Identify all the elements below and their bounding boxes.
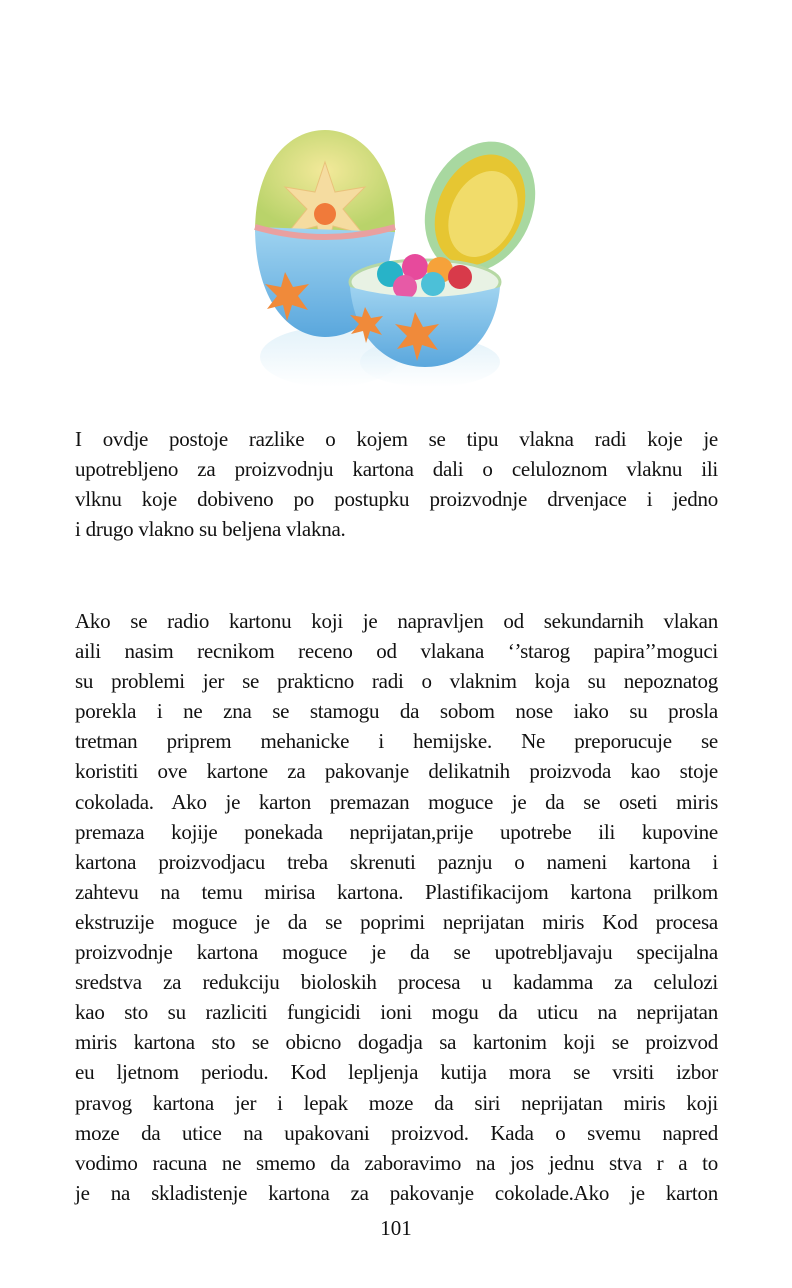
text-line: ekstruzije moguce je da se poprimi neprijatan miris Kod procesa bbox=[75, 909, 718, 934]
text-line: cokolada. Ako je karton premazan moguce je da se oseti miris bbox=[75, 789, 718, 814]
text-line: porekla i ne zna se stamogu da sobom nose iako su prosla bbox=[75, 699, 718, 724]
text-line: I ovdje postoje razlike o kojem se tipu vlakna radi koje je bbox=[75, 427, 718, 451]
text-line: kartona proizvodjacu treba skrenuti paznju o nameni kartona i bbox=[75, 849, 718, 874]
text-line: upotrebljeno za proizvodnju kartona dali o celuloznom vlaknu ili bbox=[75, 457, 718, 482]
text-line: eu ljetnom periodu. Kod lepljenja kutija mora se vrsiti izbor bbox=[75, 1060, 718, 1085]
text-line: vodimo racuna ne smemo da zaboravimo na jos jednu stva r a to bbox=[75, 1150, 718, 1175]
text-line: zahtevu na temu mirisa kartona. Plastifikacijom kartona prilkom bbox=[75, 879, 718, 904]
text-line: aili nasim recnikom receno od vlakana ‘’starog papira’’moguci bbox=[75, 639, 718, 664]
text-line: su problemi jer se prakticno radi o vlaknim koja su nepoznatog bbox=[75, 669, 718, 694]
text-line: sredstva za redukciju bioloskih procesa u kadamma za celulozi bbox=[75, 970, 718, 995]
text-line: proizvodnje kartona moguce je da se upotrebljavaju specijalna bbox=[75, 940, 718, 965]
page-number: 101 bbox=[380, 1216, 412, 1240]
easter-egg-illustration-icon bbox=[245, 122, 545, 392]
text-line: moze da utice na upakovani proizvod. Kada o svemu napred bbox=[75, 1120, 718, 1145]
text-line: pravog kartona jer i lepak moze da siri neprijatan miris koji bbox=[75, 1090, 718, 1115]
paragraph-2 bbox=[75, 606, 718, 1208]
text-line: koristiti ove kartone za pakovanje delikatnih proizvoda kao stoje bbox=[75, 759, 718, 784]
text-line: je na skladistenje kartona za pakovanje cokolade.Ako je karton bbox=[75, 1180, 718, 1205]
text-line: i drugo vlakno su beljena vlakna. bbox=[75, 517, 346, 542]
text-line: Ako se radio kartonu koji je napravljen od sekundarnih vlakan bbox=[75, 609, 718, 633]
text-line: premaza kojije ponekada neprijatan,prije upotrebe ili kupovine bbox=[75, 819, 718, 844]
paragraph-1 bbox=[75, 424, 718, 544]
text-line: vlknu koje dobiveno po postupku proizvodnje drvenjace i jedno bbox=[75, 487, 718, 512]
text-line: miris kartona sto se obicno dogadja sa kartonim koji se proizvod bbox=[75, 1030, 718, 1055]
text-line: tretman priprem mehanicke i hemijske. Ne preporucuje se bbox=[75, 729, 718, 754]
text-line: kao sto su razliciti fungicidi ioni mogu da uticu na neprijatan bbox=[75, 1000, 718, 1025]
